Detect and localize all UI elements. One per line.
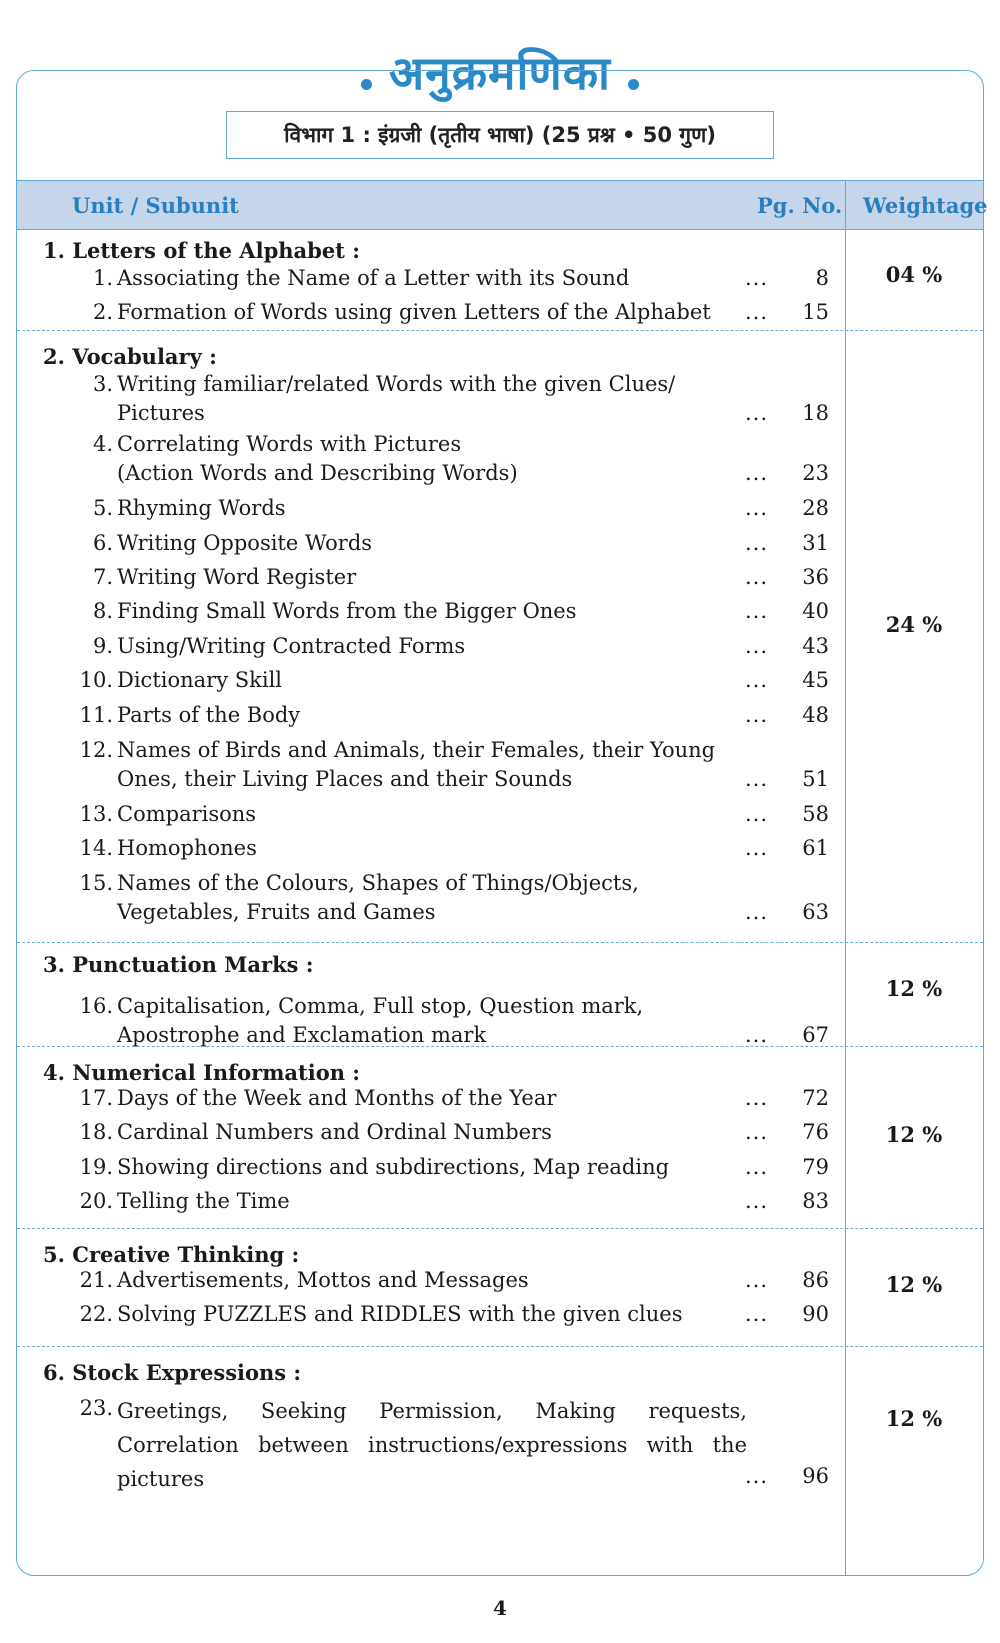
item-number: 13. xyxy=(79,802,113,826)
item-page-number: 86 xyxy=(802,1268,829,1292)
item-title xyxy=(117,264,747,293)
contents-item[interactable] xyxy=(17,563,845,596)
leader-dots: ... xyxy=(745,1023,769,1047)
item-title xyxy=(117,1300,747,1329)
header-page-no: Pg. No. xyxy=(757,193,843,218)
contents-item[interactable] xyxy=(17,597,845,630)
item-title xyxy=(117,1153,747,1182)
item-title xyxy=(117,370,747,428)
item-number: 21. xyxy=(79,1268,113,1292)
item-title xyxy=(117,298,747,327)
contents-item[interactable] xyxy=(17,1118,845,1151)
item-title-line: Pictures xyxy=(117,401,205,425)
section-separator xyxy=(17,942,983,943)
leader-dots: ... xyxy=(745,266,769,290)
item-title-line: Comparisons xyxy=(117,802,257,826)
item-page-number: 15 xyxy=(802,300,829,324)
item-title-line: Names of the Colours, Shapes of Things/Objects, xyxy=(117,871,639,895)
item-title xyxy=(117,597,747,626)
contents-item[interactable] xyxy=(17,666,845,699)
contents-item[interactable] xyxy=(17,632,845,665)
leader-dots: ... xyxy=(745,634,769,658)
item-number: 20. xyxy=(79,1189,113,1213)
item-number: 2. xyxy=(92,300,113,324)
leader-dots: ... xyxy=(745,767,769,791)
item-page-number: 40 xyxy=(802,599,829,623)
item-title xyxy=(117,563,747,592)
item-title xyxy=(117,834,747,863)
item-title xyxy=(117,632,747,661)
item-title-line: Associating the Name of a Letter with its Sound xyxy=(117,266,630,290)
item-page-number: 72 xyxy=(802,1086,829,1110)
section-1 xyxy=(17,230,983,330)
contents-item[interactable] xyxy=(17,494,845,527)
item-page-number: 45 xyxy=(802,668,829,692)
leader-dots: ... xyxy=(745,496,769,520)
item-title-line: (Action Words and Describing Words) xyxy=(117,461,518,485)
item-title-line: Writing familiar/related Words with the given Clues/ xyxy=(117,372,676,396)
item-page-number: 23 xyxy=(802,461,829,485)
section-separator xyxy=(17,1346,983,1347)
item-page-number: 61 xyxy=(802,836,829,860)
leader-dots: ... xyxy=(745,802,769,826)
item-page-number: 76 xyxy=(802,1120,829,1144)
contents-item[interactable] xyxy=(17,992,845,1054)
item-page-number: 31 xyxy=(802,531,829,555)
item-title-line: Rhyming Words xyxy=(117,496,286,520)
section-title: 6. Stock Expressions : xyxy=(43,1360,302,1385)
item-title xyxy=(117,1084,747,1113)
item-number: 18. xyxy=(79,1120,113,1144)
section-weightage: 12 % xyxy=(885,976,943,1001)
item-title-line: Correlation between instructions/expressions with the xyxy=(117,1433,747,1457)
item-number: 1. xyxy=(92,266,113,290)
item-title-line: Greetings, Seeking Permission, Making requests, xyxy=(117,1399,747,1423)
leader-dots: ... xyxy=(745,668,769,692)
item-title-line: Correlating Words with Pictures xyxy=(117,432,462,456)
contents-item[interactable] xyxy=(17,264,845,297)
page-number: 4 xyxy=(493,1596,507,1620)
item-number: 10. xyxy=(79,668,113,692)
section-separator xyxy=(17,330,983,331)
contents-item[interactable] xyxy=(17,1084,845,1117)
contents-item[interactable] xyxy=(17,1153,845,1186)
item-title xyxy=(117,1266,747,1295)
item-title-line: pictures xyxy=(117,1467,205,1491)
contents-item[interactable] xyxy=(17,370,845,432)
item-title-line: Formation of Words using given Letters of the Alphabet xyxy=(117,300,711,324)
item-number: 3. xyxy=(92,372,113,396)
section-3 xyxy=(17,942,983,1046)
item-page-number: 51 xyxy=(802,767,829,791)
item-title-line: Writing Opposite Words xyxy=(117,531,373,555)
section-weightage: 24 % xyxy=(885,612,943,637)
item-title-line: Solving PUZZLES and RIDDLES with the given clues xyxy=(117,1302,683,1326)
leader-dots: ... xyxy=(745,565,769,589)
item-title-line: Cardinal Numbers and Ordinal Numbers xyxy=(117,1120,552,1144)
contents-item[interactable] xyxy=(17,1266,845,1299)
section-weightage: 12 % xyxy=(885,1122,943,1147)
leader-dots: ... xyxy=(745,531,769,555)
leader-dots: ... xyxy=(745,1268,769,1292)
contents-item[interactable] xyxy=(17,834,845,867)
item-page-number: 28 xyxy=(802,496,829,520)
leader-dots: ... xyxy=(745,836,769,860)
item-page-number: 43 xyxy=(802,634,829,658)
leader-dots: ... xyxy=(745,599,769,623)
section-5 xyxy=(17,1228,983,1346)
header-unit: Unit / Subunit xyxy=(72,193,239,218)
item-title-line: Parts of the Body xyxy=(117,703,301,727)
leader-dots: ... xyxy=(745,1086,769,1110)
item-page-number: 83 xyxy=(802,1189,829,1213)
leader-dots: ... xyxy=(745,401,769,425)
leader-dots: ... xyxy=(745,1155,769,1179)
item-title-line: Writing Word Register xyxy=(117,565,357,589)
item-title xyxy=(117,701,747,730)
contents-item[interactable] xyxy=(17,1187,845,1220)
item-title-line: Showing directions and subdirections, Map reading xyxy=(117,1155,670,1179)
table-header xyxy=(17,180,988,230)
item-title xyxy=(117,1118,747,1147)
section-6 xyxy=(17,1346,983,1576)
item-title xyxy=(117,1394,747,1496)
item-title xyxy=(117,992,747,1050)
contents-item[interactable] xyxy=(17,430,845,492)
item-title-line: Days of the Week and Months of the Year xyxy=(117,1086,557,1110)
item-page-number: 90 xyxy=(802,1302,829,1326)
item-number: 23. xyxy=(79,1396,113,1420)
item-title xyxy=(117,529,747,558)
item-page-number: 79 xyxy=(802,1155,829,1179)
item-title-line: Homophones xyxy=(117,836,257,860)
item-number: 4. xyxy=(92,432,113,456)
item-title xyxy=(117,800,747,829)
item-title-line: Using/Writing Contracted Forms xyxy=(117,634,466,658)
leader-dots: ... xyxy=(745,1464,769,1488)
leader-dots: ... xyxy=(745,1120,769,1144)
contents-item[interactable] xyxy=(17,800,845,833)
item-number: 14. xyxy=(79,836,113,860)
leader-dots: ... xyxy=(745,300,769,324)
contents-item[interactable] xyxy=(17,736,845,798)
section-separator xyxy=(17,1046,983,1047)
section-weightage: 12 % xyxy=(885,1272,943,1297)
item-number: 22. xyxy=(79,1302,113,1326)
header-weightage: Weightage xyxy=(863,193,988,218)
item-page-number: 67 xyxy=(802,1023,829,1047)
item-page-number: 8 xyxy=(815,266,829,290)
item-number: 6. xyxy=(92,531,113,555)
item-page-number: 36 xyxy=(802,565,829,589)
contents-item[interactable] xyxy=(17,1300,845,1333)
section-title: 2. Vocabulary : xyxy=(43,344,217,369)
item-number: 17. xyxy=(79,1086,113,1110)
contents-item[interactable] xyxy=(17,701,845,734)
item-title-line: Capitalisation, Comma, Full stop, Question mark, xyxy=(117,994,644,1018)
item-title-line: Ones, their Living Places and their Sounds xyxy=(117,767,573,791)
item-number: 5. xyxy=(92,496,113,520)
section-subtitle: विभाग 1 : इंग्रजी (तृतीय भाषा) (25 प्रश्न • 50 गुण) xyxy=(226,111,774,159)
contents-item[interactable] xyxy=(17,298,845,331)
leader-dots: ... xyxy=(745,461,769,485)
leader-dots: ... xyxy=(745,703,769,727)
item-number: 16. xyxy=(79,994,113,1018)
item-number: 12. xyxy=(79,738,113,762)
item-title-line: Apostrophe and Exclamation mark xyxy=(117,1023,487,1047)
item-title xyxy=(117,869,747,927)
section-title: 1. Letters of the Alphabet : xyxy=(43,238,360,263)
item-title xyxy=(117,430,747,488)
item-page-number: 18 xyxy=(802,401,829,425)
section-title: 5. Creative Thinking : xyxy=(43,1242,300,1267)
section-4 xyxy=(17,1046,983,1228)
leader-dots: ... xyxy=(745,900,769,924)
leader-dots: ... xyxy=(745,1189,769,1213)
item-page-number: 63 xyxy=(802,900,829,924)
item-number: 11. xyxy=(79,703,113,727)
contents-item[interactable] xyxy=(17,529,845,562)
item-title-line: Finding Small Words from the Bigger Ones xyxy=(117,599,577,623)
section-2 xyxy=(17,330,983,942)
item-title-line: Telling the Time xyxy=(117,1189,290,1213)
item-title-line: Advertisements, Mottos and Messages xyxy=(117,1268,529,1292)
section-weightage: 12 % xyxy=(885,1406,943,1431)
item-number: 9. xyxy=(92,634,113,658)
section-weightage: 04 % xyxy=(885,262,943,287)
section-title: 4. Numerical Information : xyxy=(43,1060,361,1085)
item-page-number: 96 xyxy=(802,1464,829,1488)
section-separator xyxy=(17,1228,983,1229)
item-number: 8. xyxy=(92,599,113,623)
item-page-number: 48 xyxy=(802,703,829,727)
contents-item[interactable] xyxy=(17,1394,845,1491)
leader-dots: ... xyxy=(745,1302,769,1326)
item-page-number: 58 xyxy=(802,802,829,826)
item-title xyxy=(117,666,747,695)
item-title xyxy=(117,494,747,523)
section-title: 3. Punctuation Marks : xyxy=(43,952,314,977)
item-title xyxy=(117,1187,747,1216)
item-title-line: Dictionary Skill xyxy=(117,668,282,692)
item-title xyxy=(117,736,747,794)
item-number: 19. xyxy=(79,1155,113,1179)
item-number: 7. xyxy=(92,565,113,589)
page-title: अनुक्रमणिका xyxy=(389,46,611,100)
item-title-line: Vegetables, Fruits and Games xyxy=(117,900,436,924)
contents-item[interactable] xyxy=(17,869,845,931)
item-number: 15. xyxy=(79,871,113,895)
item-title-line: Names of Birds and Animals, their Females, their Young xyxy=(117,738,716,762)
